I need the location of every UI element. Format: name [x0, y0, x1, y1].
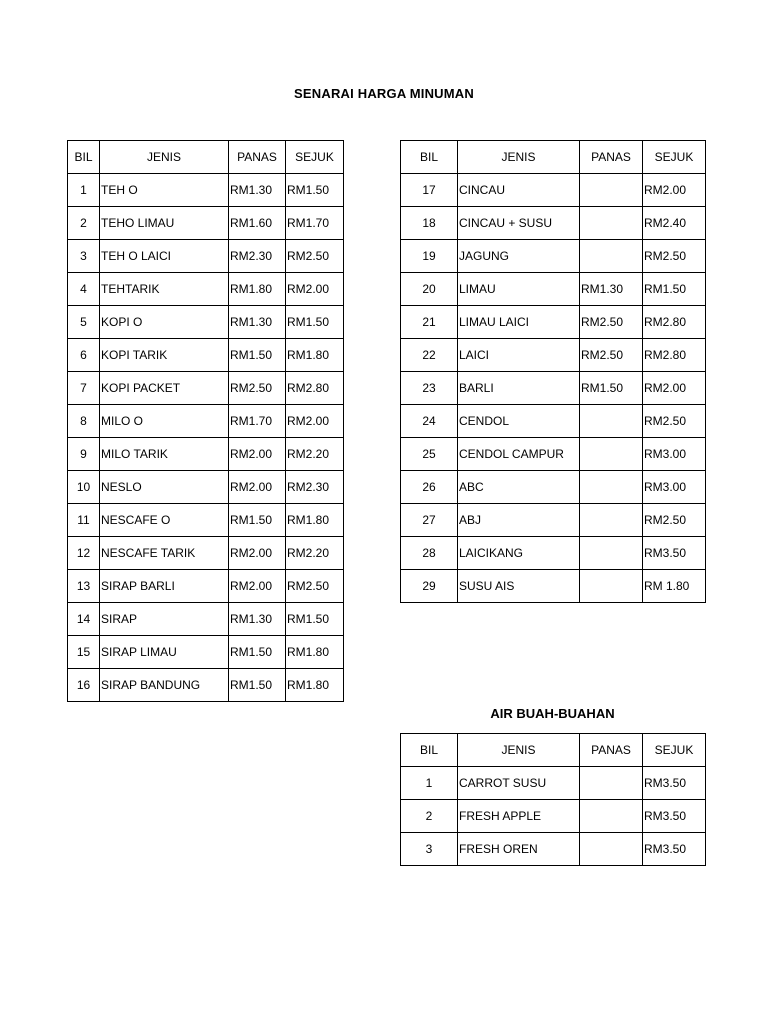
cell-sejuk: RM3.50 — [643, 833, 706, 866]
cell-panas: RM1.60 — [229, 207, 286, 240]
cell-jenis: FRESH APPLE — [458, 800, 580, 833]
fruit-section-title: AIR BUAH-BUAHAN — [490, 706, 615, 721]
cell-bil: 12 — [68, 537, 100, 570]
cell-panas — [580, 405, 643, 438]
cell-panas: RM1.80 — [229, 273, 286, 306]
header-panas: PANAS — [229, 141, 286, 174]
cell-sejuk: RM3.50 — [643, 767, 706, 800]
cell-panas: RM1.30 — [580, 273, 643, 306]
cell-sejuk: RM1.80 — [286, 504, 344, 537]
drinks-table-left — [67, 140, 344, 702]
cell-jenis: MILO TARIK — [100, 438, 229, 471]
table-row — [401, 570, 706, 603]
cell-panas — [580, 537, 643, 570]
cell-jenis: LIMAU — [458, 273, 580, 306]
table-row — [401, 537, 706, 570]
cell-bil: 7 — [68, 372, 100, 405]
cell-panas — [580, 240, 643, 273]
table-row — [68, 174, 344, 207]
cell-jenis: CARROT SUSU — [458, 767, 580, 800]
cell-jenis: SIRAP BANDUNG — [100, 669, 229, 702]
cell-panas: RM1.30 — [229, 174, 286, 207]
cell-panas: RM1.50 — [580, 372, 643, 405]
table-row — [401, 339, 706, 372]
cell-panas — [580, 207, 643, 240]
table-row — [401, 405, 706, 438]
fruit-juice-table — [400, 733, 706, 866]
cell-bil: 18 — [401, 207, 458, 240]
header-bil: BIL — [401, 141, 458, 174]
cell-sejuk: RM2.50 — [643, 240, 706, 273]
cell-panas — [580, 833, 643, 866]
table-row — [401, 767, 706, 800]
cell-bil: 19 — [401, 240, 458, 273]
table-row — [68, 669, 344, 702]
cell-bil: 28 — [401, 537, 458, 570]
cell-bil: 13 — [68, 570, 100, 603]
cell-panas: RM2.50 — [580, 306, 643, 339]
cell-bil: 2 — [68, 207, 100, 240]
cell-bil: 25 — [401, 438, 458, 471]
cell-jenis: CINCAU — [458, 174, 580, 207]
header-bil: BIL — [401, 734, 458, 767]
header-bil: BIL — [68, 141, 100, 174]
table-row — [68, 438, 344, 471]
cell-bil: 2 — [401, 800, 458, 833]
table-row — [401, 306, 706, 339]
cell-jenis: SIRAP — [100, 603, 229, 636]
header-jenis: JENIS — [458, 734, 580, 767]
cell-panas — [580, 471, 643, 504]
table-header-row — [68, 141, 344, 174]
cell-sejuk: RM2.00 — [286, 273, 344, 306]
cell-bil: 8 — [68, 405, 100, 438]
header-sejuk: SEJUK — [643, 734, 706, 767]
cell-bil: 29 — [401, 570, 458, 603]
table-row — [401, 240, 706, 273]
cell-panas: RM1.50 — [229, 636, 286, 669]
cell-panas: RM2.50 — [229, 372, 286, 405]
cell-panas: RM1.50 — [229, 504, 286, 537]
cell-bil: 27 — [401, 504, 458, 537]
cell-bil: 24 — [401, 405, 458, 438]
cell-jenis: NESCAFE O — [100, 504, 229, 537]
table-row — [68, 306, 344, 339]
cell-jenis: JAGUNG — [458, 240, 580, 273]
table-row — [68, 636, 344, 669]
table-row — [401, 372, 706, 405]
cell-jenis: SIRAP LIMAU — [100, 636, 229, 669]
cell-sejuk: RM3.00 — [643, 438, 706, 471]
table-row — [68, 405, 344, 438]
cell-sejuk: RM3.50 — [643, 800, 706, 833]
table-row — [401, 438, 706, 471]
cell-sejuk: RM2.00 — [643, 372, 706, 405]
cell-sejuk: RM1.50 — [643, 273, 706, 306]
cell-panas: RM1.50 — [229, 339, 286, 372]
cell-bil: 23 — [401, 372, 458, 405]
cell-jenis: SUSU AIS — [458, 570, 580, 603]
header-panas: PANAS — [580, 141, 643, 174]
cell-jenis: FRESH OREN — [458, 833, 580, 866]
header-panas: PANAS — [580, 734, 643, 767]
cell-panas: RM2.50 — [580, 339, 643, 372]
cell-sejuk: RM2.50 — [286, 570, 344, 603]
cell-jenis: LAICIKANG — [458, 537, 580, 570]
cell-jenis: TEHTARIK — [100, 273, 229, 306]
cell-bil: 11 — [68, 504, 100, 537]
cell-bil: 1 — [401, 767, 458, 800]
cell-panas: RM1.50 — [229, 669, 286, 702]
cell-bil: 3 — [68, 240, 100, 273]
table-row — [401, 174, 706, 207]
cell-jenis: KOPI PACKET — [100, 372, 229, 405]
table-row — [68, 339, 344, 372]
table-row — [401, 800, 706, 833]
table-row — [68, 537, 344, 570]
cell-jenis: TEHO LIMAU — [100, 207, 229, 240]
cell-jenis: TEH O — [100, 174, 229, 207]
cell-sejuk: RM2.00 — [286, 405, 344, 438]
table-row — [68, 504, 344, 537]
cell-panas: RM2.00 — [229, 537, 286, 570]
table-header-row — [401, 141, 706, 174]
table-row — [68, 471, 344, 504]
cell-sejuk: RM2.80 — [286, 372, 344, 405]
cell-jenis: ABC — [458, 471, 580, 504]
cell-sejuk: RM2.00 — [643, 174, 706, 207]
cell-bil: 6 — [68, 339, 100, 372]
cell-panas: RM1.30 — [229, 306, 286, 339]
cell-panas: RM1.30 — [229, 603, 286, 636]
cell-sejuk: RM1.50 — [286, 306, 344, 339]
header-sejuk: SEJUK — [286, 141, 344, 174]
table-row — [401, 207, 706, 240]
table-row — [68, 207, 344, 240]
cell-jenis: ABJ — [458, 504, 580, 537]
cell-bil: 22 — [401, 339, 458, 372]
cell-sejuk: RM2.80 — [643, 339, 706, 372]
cell-sejuk: RM3.00 — [643, 471, 706, 504]
cell-bil: 26 — [401, 471, 458, 504]
cell-bil: 16 — [68, 669, 100, 702]
cell-sejuk: RM1.80 — [286, 339, 344, 372]
table-row — [68, 570, 344, 603]
cell-sejuk: RM1.80 — [286, 636, 344, 669]
cell-panas — [580, 504, 643, 537]
cell-jenis: LAICI — [458, 339, 580, 372]
cell-jenis: MILO O — [100, 405, 229, 438]
table-row — [401, 471, 706, 504]
header-jenis: JENIS — [100, 141, 229, 174]
cell-sejuk: RM2.20 — [286, 537, 344, 570]
cell-sejuk: RM2.30 — [286, 471, 344, 504]
cell-jenis: KOPI O — [100, 306, 229, 339]
cell-jenis: NESCAFE TARIK — [100, 537, 229, 570]
cell-panas — [580, 174, 643, 207]
cell-panas — [580, 767, 643, 800]
table-row — [68, 372, 344, 405]
cell-jenis: NESLO — [100, 471, 229, 504]
cell-bil: 14 — [68, 603, 100, 636]
cell-sejuk: RM2.40 — [643, 207, 706, 240]
drinks-table-right — [400, 140, 706, 603]
cell-sejuk: RM1.70 — [286, 207, 344, 240]
cell-jenis: BARLI — [458, 372, 580, 405]
cell-jenis: TEH O LAICI — [100, 240, 229, 273]
cell-jenis: CENDOL CAMPUR — [458, 438, 580, 471]
cell-sejuk: RM 1.80 — [643, 570, 706, 603]
cell-sejuk: RM2.50 — [643, 405, 706, 438]
cell-sejuk: RM2.50 — [643, 504, 706, 537]
cell-panas — [580, 800, 643, 833]
cell-bil: 4 — [68, 273, 100, 306]
cell-panas — [580, 570, 643, 603]
cell-bil: 20 — [401, 273, 458, 306]
cell-sejuk: RM2.20 — [286, 438, 344, 471]
cell-panas: RM2.00 — [229, 438, 286, 471]
cell-panas: RM2.00 — [229, 471, 286, 504]
cell-bil: 9 — [68, 438, 100, 471]
table-row — [401, 504, 706, 537]
cell-bil: 15 — [68, 636, 100, 669]
cell-bil: 3 — [401, 833, 458, 866]
cell-panas: RM2.00 — [229, 570, 286, 603]
cell-sejuk: RM1.80 — [286, 669, 344, 702]
header-jenis: JENIS — [458, 141, 580, 174]
header-sejuk: SEJUK — [643, 141, 706, 174]
cell-bil: 5 — [68, 306, 100, 339]
page-title: SENARAI HARGA MINUMAN — [294, 86, 474, 101]
cell-sejuk: RM2.80 — [643, 306, 706, 339]
cell-bil: 1 — [68, 174, 100, 207]
cell-bil: 21 — [401, 306, 458, 339]
cell-jenis: LIMAU LAICI — [458, 306, 580, 339]
cell-jenis: CINCAU + SUSU — [458, 207, 580, 240]
cell-bil: 17 — [401, 174, 458, 207]
table-row — [401, 833, 706, 866]
cell-jenis: CENDOL — [458, 405, 580, 438]
cell-jenis: KOPI TARIK — [100, 339, 229, 372]
cell-sejuk: RM1.50 — [286, 603, 344, 636]
cell-jenis: SIRAP BARLI — [100, 570, 229, 603]
cell-bil: 10 — [68, 471, 100, 504]
table-header-row — [401, 734, 706, 767]
cell-sejuk: RM2.50 — [286, 240, 344, 273]
cell-panas — [580, 438, 643, 471]
table-row — [401, 273, 706, 306]
cell-sejuk: RM3.50 — [643, 537, 706, 570]
cell-panas: RM1.70 — [229, 405, 286, 438]
table-row — [68, 603, 344, 636]
cell-sejuk: RM1.50 — [286, 174, 344, 207]
cell-panas: RM2.30 — [229, 240, 286, 273]
table-row — [68, 273, 344, 306]
table-row — [68, 240, 344, 273]
